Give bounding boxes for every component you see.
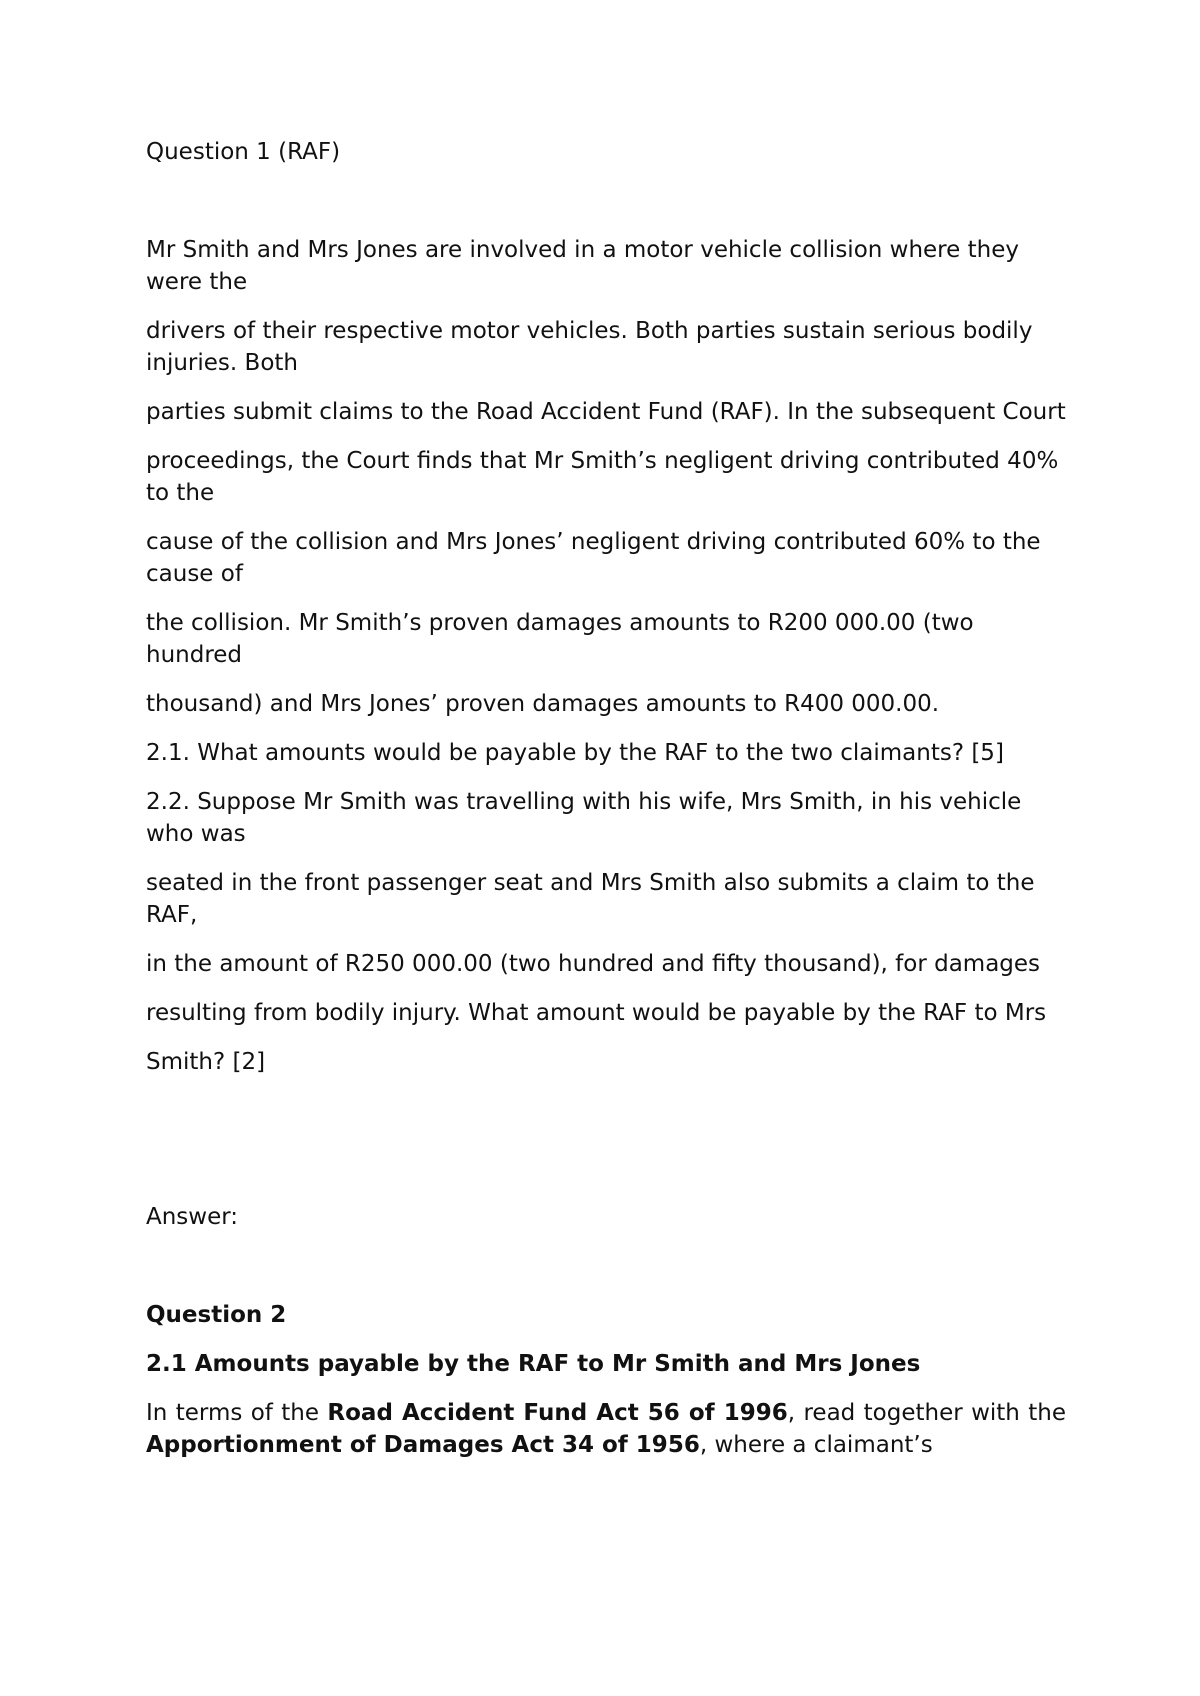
- question-paragraph: drivers of their respective motor vehicles. Both parties sustain serious bodily injuries. Both: [146, 318, 1033, 376]
- sub-question-2-2: 2.2. Suppose Mr Smith was travelling with his wife, Mrs Smith, in his vehicle who was: [146, 789, 1022, 847]
- question-paragraph: thousand) and Mrs Jones’ proven damages amounts to R400 000.00.: [146, 691, 940, 717]
- answer-subheading: 2.1 Amounts payable by the RAF to Mr Smith and Mrs Jones: [146, 1351, 921, 1377]
- question-paragraph: in the amount of R250 000.00 (two hundred and fifty thousand), for damages: [146, 951, 1041, 977]
- answer-intro-paragraph: [146, 1397, 1066, 1461]
- question-title: Question 1 (RAF): [146, 139, 341, 165]
- question-paragraph: seated in the front passenger seat and Mrs Smith also submits a claim to the RAF,: [146, 870, 1035, 928]
- apportionment-of-damages-act-reference: Apportionment of Damages Act 34 of 1956: [146, 1432, 700, 1458]
- road-accident-fund-act-reference: Road Accident Fund Act 56 of 1996: [327, 1400, 788, 1426]
- question-paragraph: parties submit claims to the Road Accident Fund (RAF). In the subsequent Court: [146, 399, 1066, 425]
- document-page: [146, 136, 1066, 1461]
- blank-space: [146, 1095, 1066, 1201]
- question-paragraph: Mr Smith and Mrs Jones are involved in a motor vehicle collision where they were the: [146, 237, 1019, 295]
- answer-intro-text: , read together with the: [787, 1400, 1066, 1426]
- answer-heading: Question 2: [146, 1302, 287, 1328]
- question-paragraph: the collision. Mr Smith’s proven damages amounts to R200 000.00 (two hundred: [146, 610, 974, 668]
- question-paragraph: resulting from bodily injury. What amount would be payable by the RAF to Mrs: [146, 1000, 1047, 1026]
- answer-intro-text: In terms of the: [146, 1400, 328, 1426]
- answer-intro-text: , where a claimant’s: [699, 1432, 933, 1458]
- sub-question-2-1: 2.1. What amounts would be payable by the RAF to the two claimants? [5]: [146, 740, 1004, 766]
- question-paragraph: cause of the collision and Mrs Jones’ negligent driving contributed 60% to the cause of: [146, 529, 1041, 587]
- question-paragraph: proceedings, the Court finds that Mr Smith’s negligent driving contributed 40% to the: [146, 448, 1059, 506]
- question-paragraph: Smith? [2]: [146, 1049, 266, 1075]
- answer-label: Answer:: [146, 1204, 239, 1230]
